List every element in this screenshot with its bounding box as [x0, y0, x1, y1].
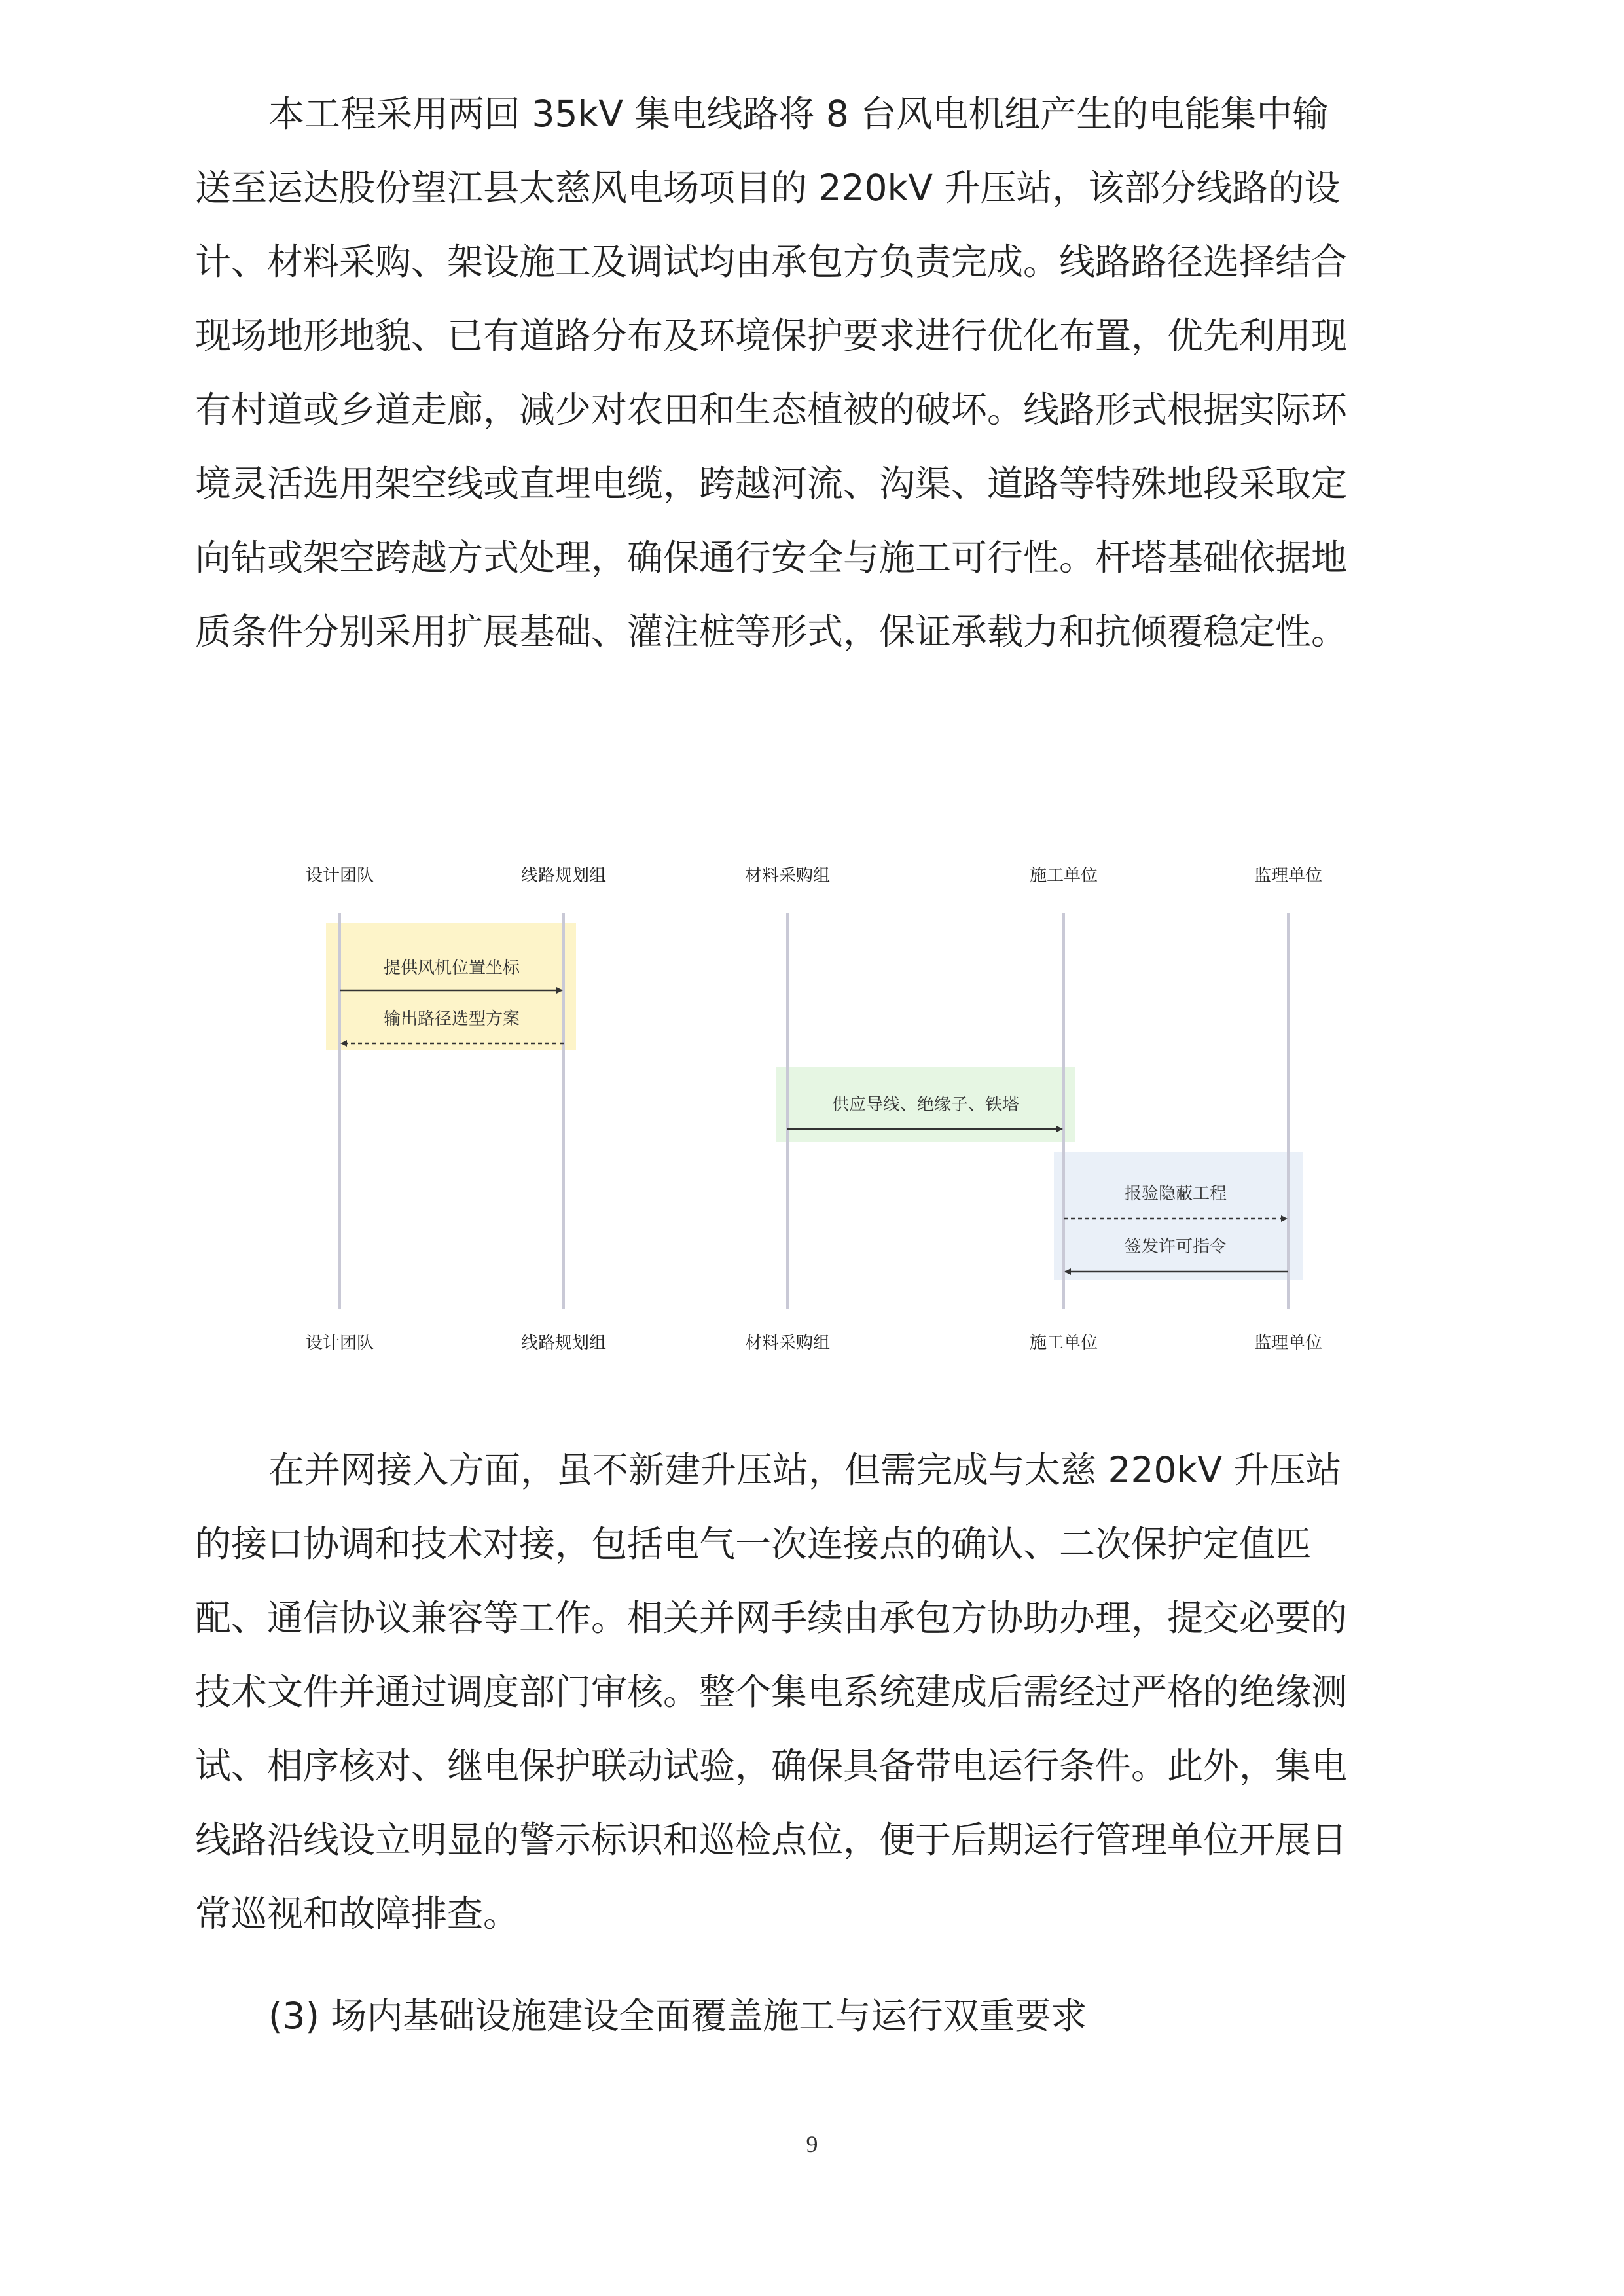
message-label: 报验隐蔽工程	[1124, 1184, 1227, 1204]
paragraph-line: 技术文件并通过调度部门审核。整个集电系统建成后需经过严格的绝缘测	[195, 1671, 1348, 1713]
paragraph-line: 本工程采用两回 35kV 集电线路将 8 台风电机组产生的电能集中输	[268, 93, 1329, 135]
participant-label-top: 施工单位	[1029, 866, 1098, 886]
paragraph-line: 在并网接入方面，虽不新建升压站，但需完成与太慈 220kV 升压站	[268, 1449, 1342, 1491]
paragraph-line: 有村道或乡道走廊，减少对农田和生态植被的破坏。线路形式根据实际环	[195, 389, 1348, 431]
paragraph-line: 质条件分别采用扩展基础、灌注桩等形式，保证承载力和抗倾覆稳定性。	[195, 611, 1348, 653]
message-label: 提供风机位置坐标	[383, 958, 520, 978]
group-box-supervision	[1054, 1152, 1303, 1280]
paragraph-line: 送至运达股份望江县太慈风电场项目的 220kV 升压站，该部分线路的设	[195, 167, 1341, 209]
participant-label-top: 材料采购组	[744, 866, 831, 886]
paragraph-line: 试、相序核对、继电保护联动试验，确保具备带电运行条件。此外，集电	[195, 1745, 1348, 1787]
paragraph-line: 配、通信协议兼容等工作。相关并网手续由承包方协助办理，提交必要的	[195, 1597, 1348, 1639]
participant-label-bottom: 监理单位	[1254, 1333, 1323, 1353]
paragraph-line: 计、材料采购、架设施工及调试均由承包方负责完成。线路路径选择结合	[195, 241, 1348, 283]
participant-label-bottom: 设计团队	[305, 1333, 374, 1353]
participant-label-top: 设计团队	[305, 866, 374, 886]
paragraph-line: 向钻或架空跨越方式处理，确保通行安全与施工可行性。杆塔基础依据地	[195, 537, 1348, 579]
section-heading: (3) 场内基础设施建设全面覆盖施工与运行双重要求	[268, 1995, 1087, 2037]
participant-label-bottom: 线路规划组	[520, 1333, 607, 1353]
paragraph-line: 境灵活选用架空线或直埋电缆，跨越河流、沟渠、道路等特殊地段采取定	[195, 463, 1348, 505]
paragraph-line: 线路沿线设立明显的警示标识和巡检点位，便于后期运行管理单位开展日	[195, 1819, 1348, 1861]
paragraph-line: 的接口协调和技术对接，包括电气一次连接点的确认、二次保护定值匹	[195, 1523, 1312, 1565]
message-label: 供应导线、绝缘子、铁塔	[831, 1095, 1020, 1115]
group-box-planning	[326, 923, 576, 1050]
participant-label-top: 监理单位	[1254, 866, 1323, 886]
participant-label-bottom: 施工单位	[1029, 1333, 1098, 1353]
paragraph-1	[195, 77, 1432, 669]
message-label: 签发许可指令	[1124, 1237, 1227, 1257]
participant-label-bottom: 材料采购组	[744, 1333, 831, 1353]
paragraph-line: 常巡视和故障排查。	[195, 1893, 520, 1935]
participant-label-top: 线路规划组	[520, 866, 607, 886]
page-number: 9	[806, 2131, 818, 2157]
sequence-diagram	[281, 851, 1355, 1374]
paragraph-line: 现场地形地貌、已有道路分布及环境保护要求进行优化布置，优先利用现	[195, 315, 1348, 357]
message-label: 输出路径选型方案	[383, 1009, 520, 1029]
paragraph-2	[195, 1433, 1432, 1951]
